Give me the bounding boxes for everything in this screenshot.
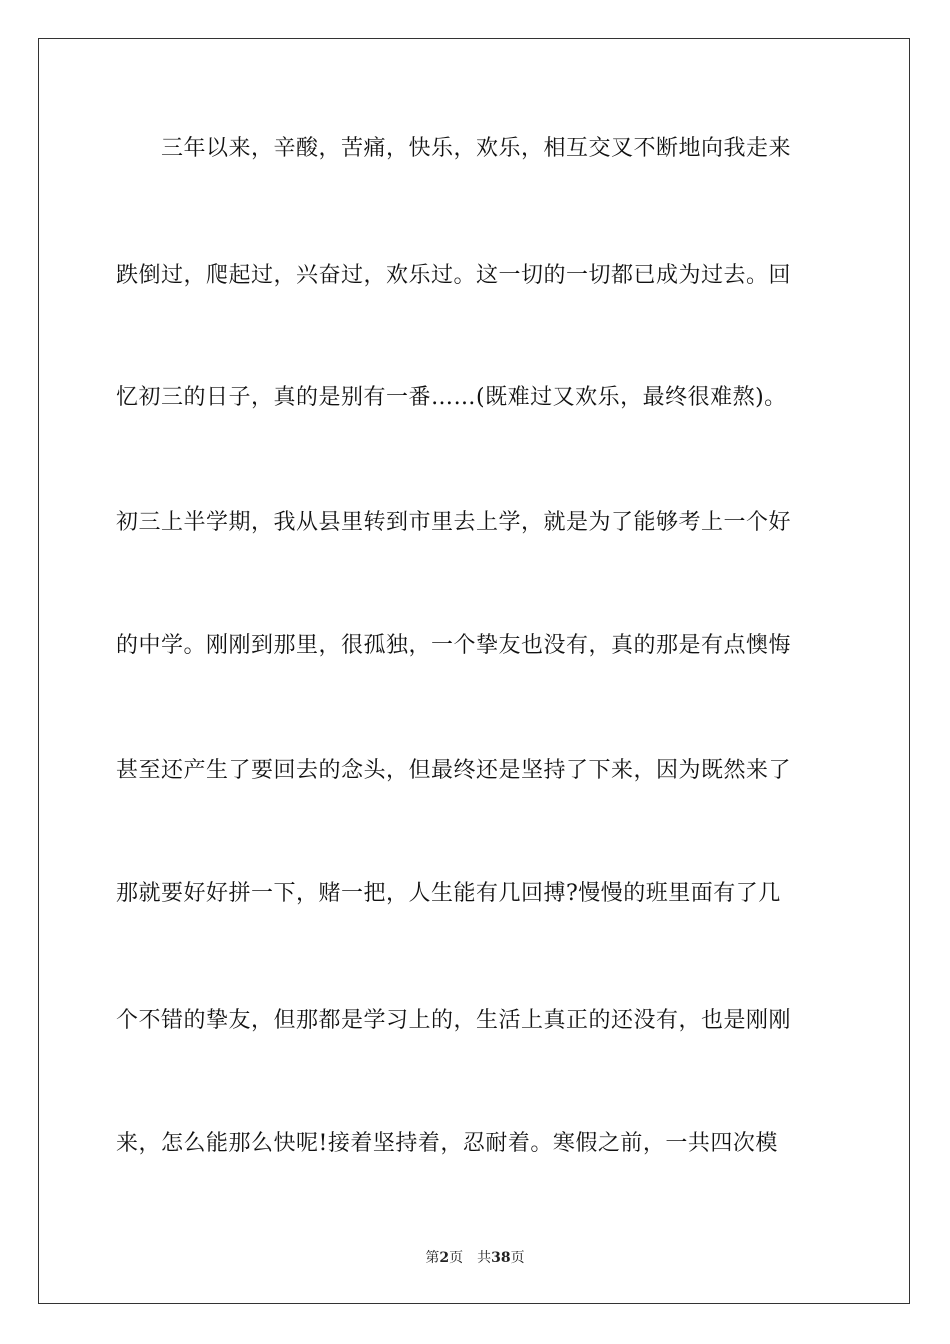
text-line-1: 三年以来，辛酸，苦痛，快乐，欢乐，相互交叉不断地向我走来 [116, 136, 792, 161]
page-prefix: 第 [425, 1250, 440, 1266]
total-prefix: 共 [477, 1250, 492, 1266]
text-line-5: 的中学。刚刚到那里，很孤独，一个挚友也没有，真的那是有点懊悔 [116, 633, 792, 658]
text-line-2: 跌倒过，爬起过，兴奋过，欢乐过。这一切的一切都已成为过去。回 [116, 263, 792, 288]
page-footer [0, 1249, 950, 1267]
text-line-7: 那就要好好拼一下，赌一把，人生能有几回搏?慢慢的班里面有了几 [116, 881, 781, 906]
text-line-6: 甚至还产生了要回去的念头，但最终还是坚持了下来，因为既然来了 [116, 758, 792, 783]
text-line-8: 个不错的挚友，但那都是学习上的，生活上真正的还没有，也是刚刚 [116, 1008, 792, 1033]
text-line-4: 初三上半学期，我从县里转到市里去上学，就是为了能够考上一个好 [116, 510, 792, 535]
page-border [38, 38, 910, 1304]
total-suffix: 页 [510, 1250, 525, 1266]
total-pages: 38 [491, 1250, 511, 1266]
page-suffix: 页 [449, 1250, 464, 1266]
text-line-9: 来，怎么能那么快呢!接着坚持着，忍耐着。寒假之前，一共四次模 [116, 1131, 778, 1156]
text-line-3: 忆初三的日子，真的是别有一番……(既难过又欢乐，最终很难熬)。 [116, 385, 787, 410]
page-number: 2 [439, 1250, 450, 1266]
